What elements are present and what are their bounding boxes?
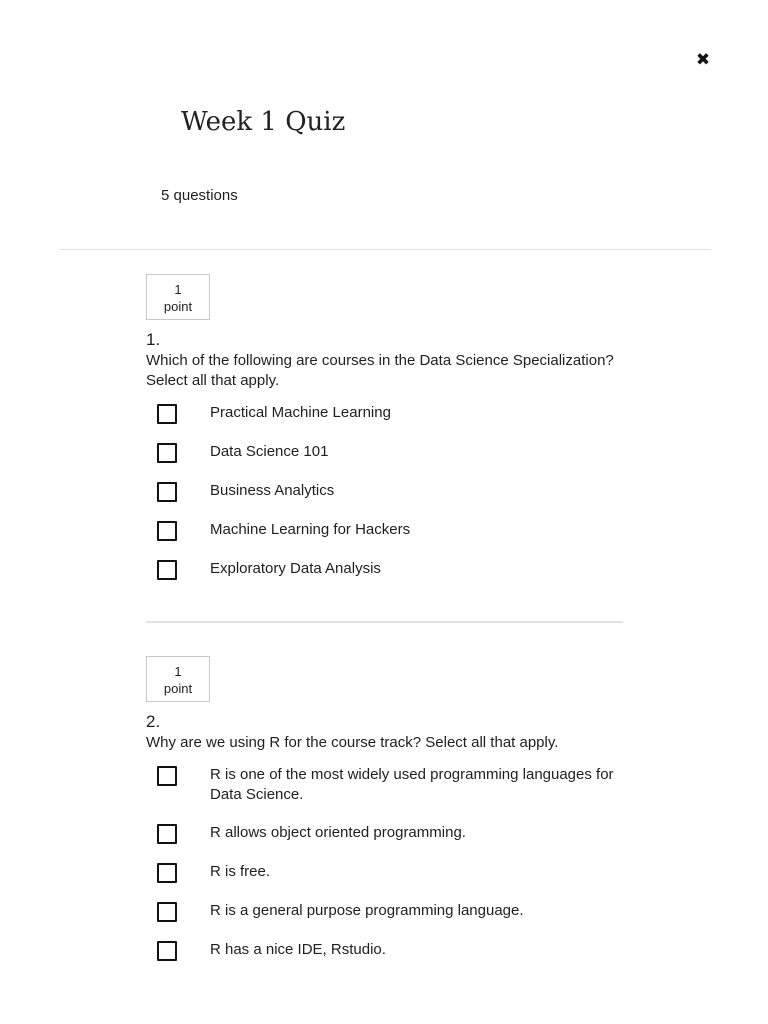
checkbox[interactable] xyxy=(157,443,177,463)
question-2 xyxy=(146,656,624,979)
checkbox[interactable] xyxy=(157,404,177,424)
checkbox[interactable] xyxy=(157,824,177,844)
option-label: Machine Learning for Hackers xyxy=(210,521,411,538)
option-r-widely-used[interactable] xyxy=(146,765,624,805)
option-machine-learning-for-hackers[interactable] xyxy=(146,520,624,541)
option-label: R allows object oriented programming. xyxy=(210,824,466,841)
checkbox[interactable] xyxy=(157,482,177,502)
points-unit: point xyxy=(163,299,193,314)
points-unit: point xyxy=(163,681,193,696)
points-badge xyxy=(146,274,210,320)
option-r-general-purpose[interactable] xyxy=(146,901,624,922)
options-list xyxy=(146,403,624,580)
option-label: R is free. xyxy=(210,863,271,880)
option-label: R is one of the most widely used programming languages for Data Science. xyxy=(210,766,614,803)
option-r-object-oriented[interactable] xyxy=(146,823,624,844)
options-list xyxy=(146,765,624,961)
option-label: Data Science 101 xyxy=(210,443,329,460)
option-label: Exploratory Data Analysis xyxy=(210,560,381,577)
question-text: Why are we using R for the course track? Select all that apply. xyxy=(146,734,559,751)
option-business-analytics[interactable] xyxy=(146,481,624,502)
option-r-is-free[interactable] xyxy=(146,862,624,883)
checkbox[interactable] xyxy=(157,941,177,961)
header-divider xyxy=(59,249,711,250)
option-exploratory-data-analysis[interactable] xyxy=(146,559,624,580)
question-1 xyxy=(146,274,624,598)
page-title: Week 1 Quiz xyxy=(181,107,346,137)
checkbox[interactable] xyxy=(157,766,177,786)
checkbox[interactable] xyxy=(157,521,177,541)
question-divider xyxy=(146,621,623,623)
option-r-nice-ide[interactable] xyxy=(146,940,624,961)
question-text: Which of the following are courses in the Data Science Specialization? Select all that apply. xyxy=(146,352,614,389)
checkbox[interactable] xyxy=(157,560,177,580)
question-count: 5 questions xyxy=(161,187,238,204)
option-label: Practical Machine Learning xyxy=(210,404,391,421)
checkbox[interactable] xyxy=(157,902,177,922)
points-value: 1 xyxy=(174,282,182,297)
close-icon[interactable]: ✖ xyxy=(695,50,711,69)
question-number: 1. xyxy=(146,330,161,349)
checkbox[interactable] xyxy=(157,863,177,883)
option-label: Business Analytics xyxy=(210,482,335,499)
points-badge xyxy=(146,656,210,702)
option-label: R has a nice IDE, Rstudio. xyxy=(210,941,386,958)
option-label: R is a general purpose programming language. xyxy=(210,902,524,919)
option-practical-machine-learning[interactable] xyxy=(146,403,624,424)
option-data-science-101[interactable] xyxy=(146,442,624,463)
points-value: 1 xyxy=(174,664,182,679)
question-number: 2. xyxy=(146,712,161,731)
